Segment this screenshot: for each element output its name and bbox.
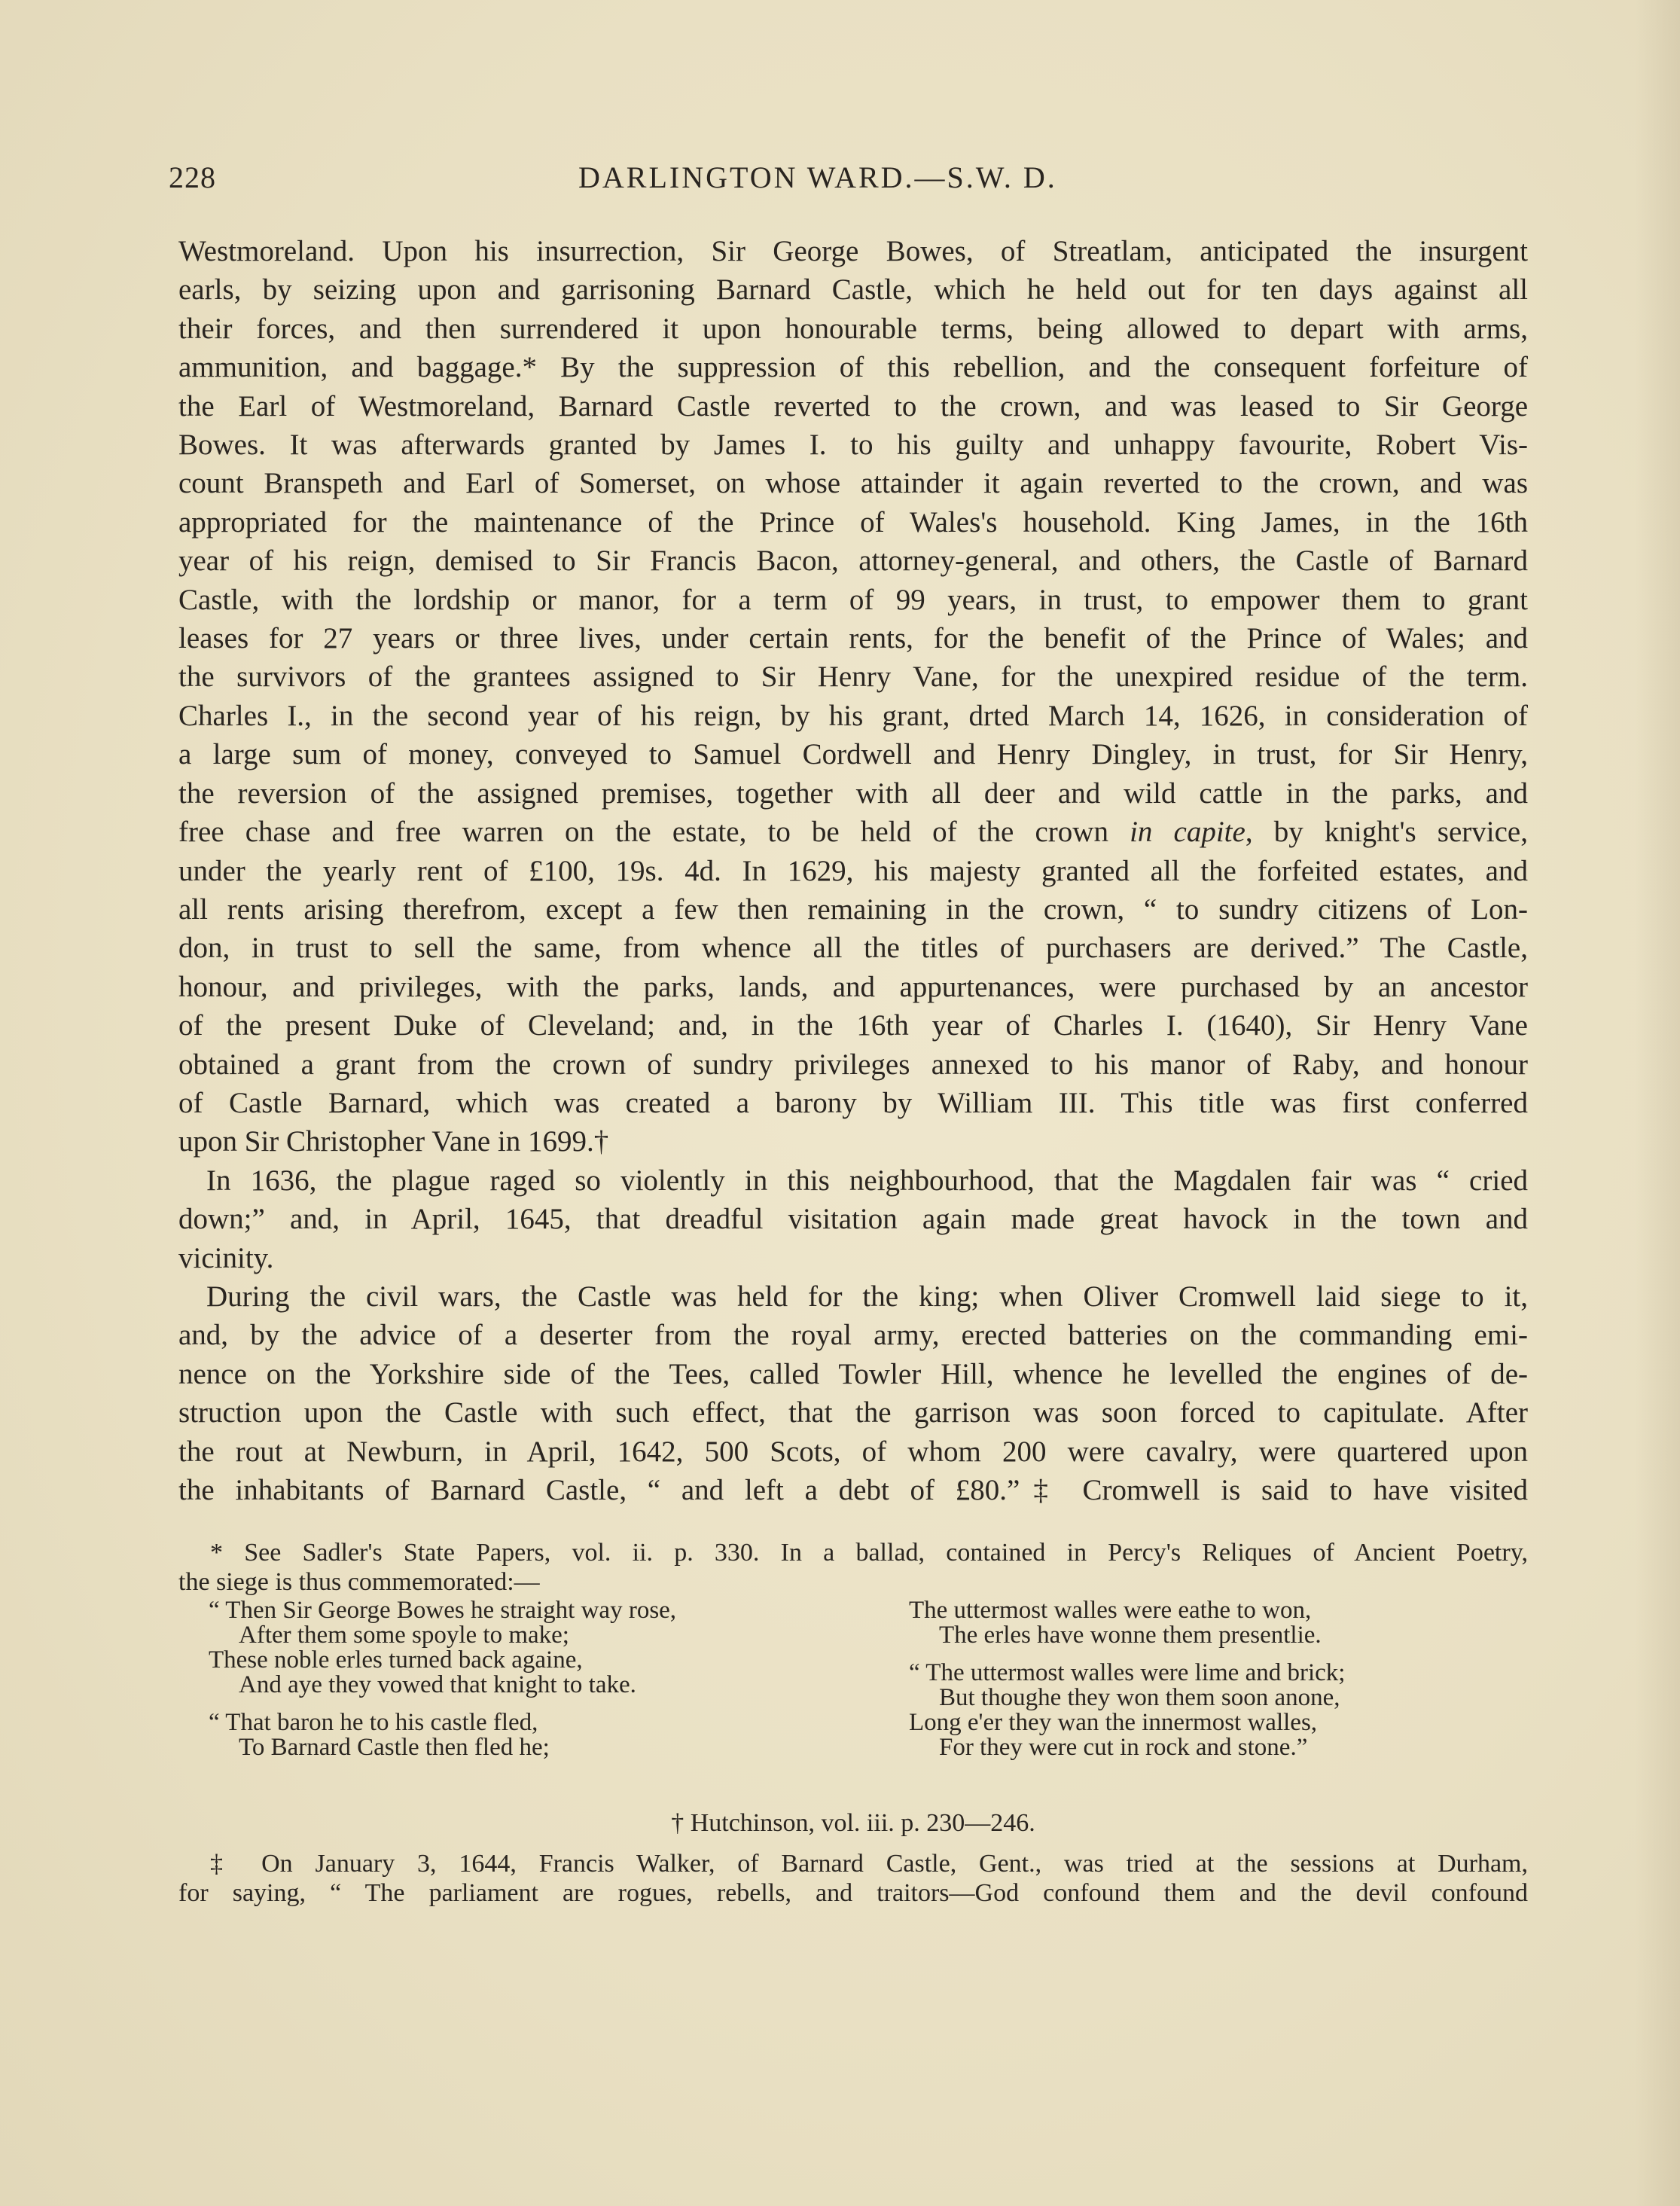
text-line: earls, by seizing upon and garrisoning Barnard Castle, which he held out for ten days against all xyxy=(178,273,1528,307)
text-line: the survivors of the grantees assigned to Sir Henry Vane, for the unexpired residue of the term. xyxy=(178,661,1528,694)
page-edge-shadow xyxy=(1635,0,1680,2206)
text-line: vicinity. xyxy=(178,1241,274,1274)
text-line: obtained a grant from the crown of sundry privileges annexed to his manor of Raby, and honour xyxy=(178,1048,1528,1081)
text-line: ammunition, and baggage.* By the suppression of this rebellion, and the consequent forfeiture of xyxy=(178,351,1528,384)
text-line: the reversion of the assigned premises, together with all deer and wild cattle in the parks, and xyxy=(178,777,1528,810)
verse-line: After them some spoyle to make; xyxy=(239,1622,569,1649)
verse-line: The erles have wonne them presentlie. xyxy=(939,1622,1322,1649)
paragraph-2 xyxy=(178,1161,1528,1277)
footnote-1-line: the siege is thus commemorated:— xyxy=(178,1568,540,1596)
text-line: a large sum of money, conveyed to Samuel Cordwell and Henry Dingley, in trust, for Sir Henry, xyxy=(178,738,1528,771)
verse-line: And aye they vowed that knight to take. xyxy=(239,1671,636,1698)
text-line: Westmoreland. Upon his insurrection, Sir George Bowes, of Streatlam, anticipated the insurgent xyxy=(178,235,1528,267)
text-line: Castle, with the lordship or manor, for a term of 99 years, in trust, to empower them to grant xyxy=(178,583,1528,616)
verse-line: These noble erles turned back againe, xyxy=(209,1646,583,1674)
footnote-3-line: for saying, “ The parliament are rogues, rebells, and traitors—God confound them and the devil confound xyxy=(178,1879,1528,1907)
ballad-stanza xyxy=(178,1598,856,1698)
text-line: appropriated for the maintenance of the Prince of Wales's household. King James, in the 16th xyxy=(178,505,1528,539)
verse-line: “ The uttermost walles were lime and brick; xyxy=(909,1659,1346,1686)
footnote-3-line: ‡ On January 3, 1644, Francis Walker, of Barnard Castle, Gent., was tried at the sessions at Durham, xyxy=(210,1850,1528,1878)
footnotes xyxy=(178,1538,1528,1908)
ballad-stanza xyxy=(879,1598,1541,1648)
text-run: , by knight's service, xyxy=(1245,816,1528,849)
ballad-right-column xyxy=(879,1598,1541,1760)
text-line: leases for 27 years or three lives, under certain rents, for the benefit of the Prince of Wales; and xyxy=(178,622,1528,655)
text-line: down;” and, in April, 1645, that dreadful visitation again made great havock in the town and xyxy=(178,1203,1528,1236)
verse-line: Long e'er they wan the innermost walles, xyxy=(909,1709,1318,1736)
page-number: 228 xyxy=(169,160,216,194)
paragraph-3 xyxy=(178,1277,1528,1509)
verse-line: To Barnard Castle then fled he; xyxy=(239,1734,550,1761)
text-run: free chase and free warren on the estate, to be held of the crown xyxy=(178,816,1130,849)
text-line: honour, and privileges, with the parks, lands, and appurtenances, were purchased by an ancestor xyxy=(178,970,1528,1003)
text-line: During the civil wars, the Castle was held for the king; when Oliver Cromwell laid siege to it, xyxy=(206,1280,1528,1313)
paragraph-1 xyxy=(178,232,1528,1161)
text-line: upon Sir Christopher Vane in 1699.† xyxy=(178,1125,609,1158)
body-text xyxy=(178,232,1528,1509)
text-line: count Branspeth and Earl of Somerset, on whose attainder it again reverted to the crown, and was xyxy=(178,467,1528,500)
italic-term: in capite xyxy=(1130,816,1246,849)
text-line: all rents arising therefrom, except a few then remaining in the crown, “ to sundry citizens of Lon- xyxy=(178,892,1528,926)
verse-line: The uttermost walles were eathe to won, xyxy=(909,1597,1312,1624)
page-header xyxy=(169,160,1527,197)
footnote-1-line: * See Sadler's State Papers, vol. ii. p. 330. In a ballad, contained in Percy's Reliques of Ancient Poetry, xyxy=(210,1539,1528,1567)
verse-line: For they were cut in rock and stone.” xyxy=(939,1734,1308,1761)
verse-line: But thoughe they won them soon anone, xyxy=(939,1684,1340,1711)
text-line: In 1636, the plague raged so violently in this neighbourhood, that the Magdalen fair was “ cried xyxy=(206,1164,1528,1197)
text-line: the Earl of Westmoreland, Barnard Castle reverted to the crown, and was leased to Sir George xyxy=(178,389,1528,423)
text-line: struction upon the Castle with such effect, that the garrison was soon forced to capitulate. After xyxy=(178,1396,1528,1429)
text-line xyxy=(178,813,1528,851)
verse-line: “ That baron he to his castle fled, xyxy=(209,1709,538,1736)
ballad-left-column xyxy=(178,1598,856,1760)
ballad-stanza xyxy=(178,1710,856,1760)
text-line: under the yearly rent of £100, 19s. 4d. In 1629, his majesty granted all the forfeited estates, and xyxy=(178,854,1528,887)
verse-line: “ Then Sir George Bowes he straight way rose, xyxy=(209,1597,677,1624)
text-line: Bowes. It was afterwards granted by James I. to his guilty and unhappy favourite, Robert Vis- xyxy=(178,429,1528,462)
ballad-verse xyxy=(178,1598,1528,1798)
text-line: Charles I., in the second year of his reign, by his grant, drted March 14, 1626, in consideration of xyxy=(178,699,1528,732)
text-line: their forces, and then surrendered it upon honourable terms, being allowed to depart with arms, xyxy=(178,312,1528,345)
text-line: of Castle Barnard, which was created a barony by William III. This title was first conferred xyxy=(178,1086,1528,1119)
text-line: the inhabitants of Barnard Castle, “ and left a debt of £80.”‡ Cromwell is said to have visited xyxy=(178,1474,1528,1506)
text-line: year of his reign, demised to Sir Francis Bacon, attorney-general, and others, the Castle of Barnard xyxy=(178,545,1528,578)
running-head: DARLINGTON WARD.—S.W. D. xyxy=(578,160,1057,194)
text-line: and, by the advice of a deserter from the royal army, erected batteries on the commanding emi- xyxy=(178,1319,1528,1352)
text-line: the rout at Newburn, in April, 1642, 500 Scots, of whom 200 were cavalry, were quartered upon xyxy=(178,1435,1528,1468)
footnote-2: † Hutchinson, vol. iii. p. 230—246. xyxy=(671,1809,1035,1837)
text-line: of the present Duke of Cleveland; and, in the 16th year of Charles I. (1640), Sir Henry Vane xyxy=(178,1009,1528,1042)
ballad-stanza xyxy=(879,1661,1541,1760)
text-line: don, in trust to sell the same, from whence all the titles of purchasers are derived.” The Castle, xyxy=(178,932,1528,965)
text-line: nence on the Yorkshire side of the Tees, called Towler Hill, whence he levelled the engines of de- xyxy=(178,1357,1528,1390)
